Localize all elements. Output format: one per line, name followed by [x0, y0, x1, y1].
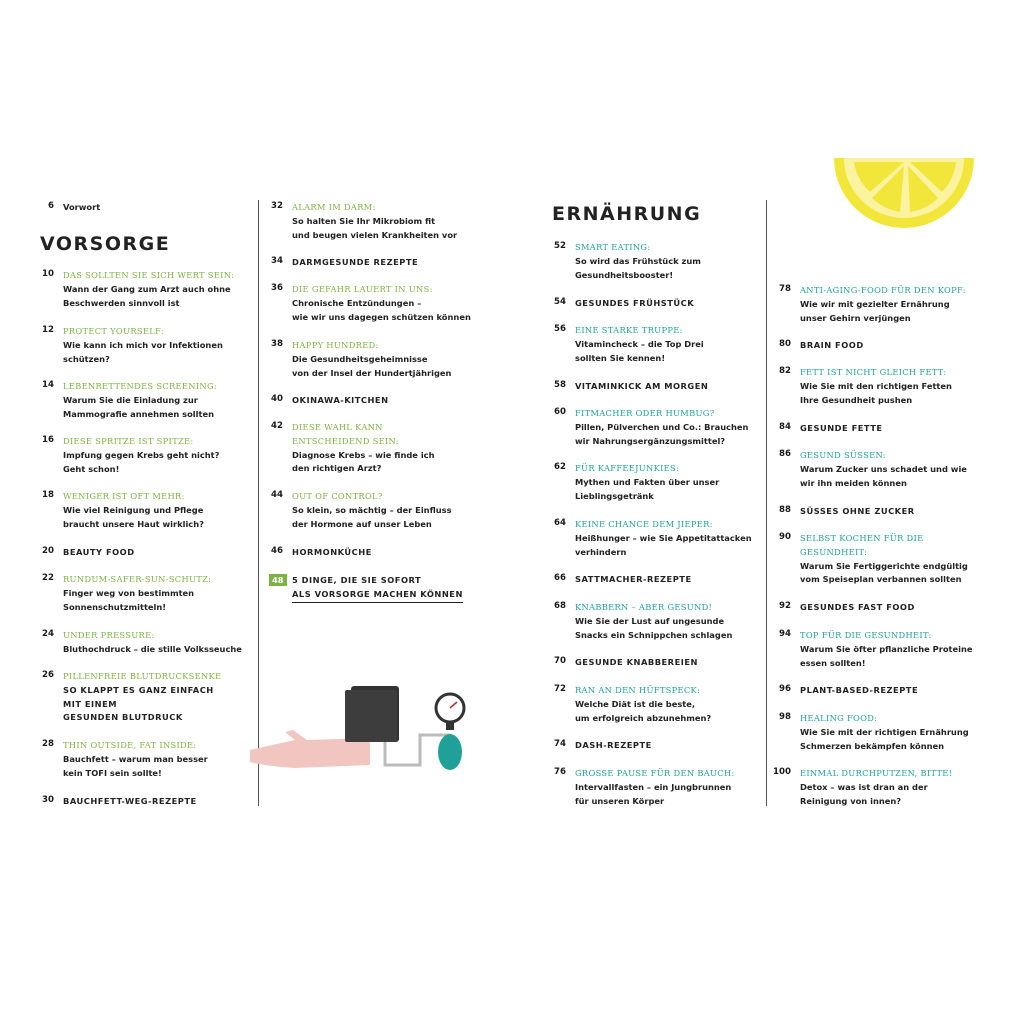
page-number: 32 [271, 201, 283, 211]
section-title-ernaehrung: ERNÄHRUNG [552, 203, 702, 225]
entry-title: SATTMACHER-REZEPTE [575, 574, 692, 584]
page-number: 6 [48, 201, 54, 211]
entry-headline: GROSSE PAUSE FÜR DEN BAUCH: [575, 768, 735, 778]
page-number: 76 [554, 767, 566, 777]
page-number: 66 [554, 573, 566, 583]
page-number: 20 [42, 546, 54, 556]
entry-description: schützen? [63, 353, 110, 364]
entry-headline: HEALING FOOD: [800, 713, 878, 723]
page-number: 100 [773, 767, 791, 777]
page-number: 40 [271, 394, 283, 404]
entry-title: MIT EINEM [63, 698, 118, 709]
entry-description: Wie Sie der Lust auf ungesunde [575, 615, 725, 626]
entry-title: DARMGESUNDE REZEPTE [292, 257, 419, 267]
entry-description: wie wir uns dagegen schützen können [292, 311, 471, 322]
entry-headline: ALARM IM DARM: [292, 202, 376, 212]
entry-headline: SELBST KOCHEN FÜR DIE [800, 533, 924, 543]
entry-headline: KNABBERN – ABER GESUND! [575, 602, 713, 612]
entry-description: Sonnenschutzmitteln! [63, 601, 167, 612]
entry-title: GESUNDEN BLUTDRUCK [63, 712, 183, 723]
entry-title: VITAMINKICK AM MORGEN [575, 381, 709, 391]
entry-title: DASH-REZEPTE [575, 740, 652, 750]
entry-description: wir Nahrungsergänzungsmittel? [575, 435, 726, 446]
entry-description: Warum Sie Fertiggerichte endgültig [800, 560, 968, 571]
entry-headline: DIESE WAHL KANN [292, 422, 383, 432]
entry-title: HORMONKÜCHE [292, 547, 372, 557]
entry-title: SÜSSES OHNE ZUCKER [800, 506, 915, 516]
entry-description: Wann der Gang zum Arzt auch ohne [63, 283, 231, 294]
entry-description: So halten Sie Ihr Mikrobiom fit [292, 215, 436, 226]
entry-title: SO KLAPPT ES GANZ EINFACH [63, 684, 214, 695]
page-number: 22 [42, 573, 54, 583]
entry-description: Wie wir mit gezielter Ernährung [800, 298, 950, 309]
entry-description: Chronische Entzündungen – [292, 297, 422, 308]
entry-description: Bluthochdruck – die stille Volksseuche [63, 643, 242, 654]
entry-description: Die Gesundheitsgeheimnisse [292, 353, 428, 364]
page-number: 92 [779, 601, 791, 611]
entry-description: Schmerzen bekämpfen können [800, 740, 945, 751]
page-number: 36 [271, 283, 283, 293]
entry-description: Lieblingsgetränk [575, 490, 654, 501]
entry-headline: RAN AN DEN HÜFTSPECK: [575, 685, 701, 695]
entry-description: Impfung gegen Krebs geht nicht? [63, 449, 220, 460]
entry-description: Diagnose Krebs – wie finde ich [292, 449, 435, 460]
entry-headline: DAS SOLLTEN SIE SICH WERT SEIN: [63, 270, 235, 280]
entry-description: den richtigen Arzt? [292, 463, 382, 474]
entry-title: PLANT-BASED-REZEPTE [800, 685, 919, 695]
page-number: 90 [779, 532, 791, 542]
entry-description: sollten Sie kennen! [575, 352, 666, 363]
page-number: 24 [42, 629, 54, 639]
entry-description: Wie Sie mit der richtigen Ernährung [800, 726, 969, 737]
entry-description: Warum Sie öfter pflanzliche Proteine [800, 643, 973, 654]
page-number: 12 [42, 325, 54, 335]
page-number: 28 [42, 739, 54, 749]
entry-headline: ANTI-AGING-FOOD FÜR DEN KOPF: [800, 285, 966, 295]
entry-description: Reinigung von innen? [800, 795, 902, 806]
entry-description: Wie kann ich mich vor Infektionen [63, 339, 223, 350]
page-number: 30 [42, 795, 54, 805]
page-number: 46 [271, 546, 283, 556]
blood-pressure-illustration [245, 680, 475, 790]
page-number: 84 [779, 422, 791, 432]
entry-description: So wird das Frühstück zum [575, 255, 701, 266]
entry-description: Wie viel Reinigung und Pflege [63, 504, 204, 515]
entry-description: vom Speiseplan verbannen sollten [800, 574, 962, 585]
entry-title: BRAIN FOOD [800, 340, 864, 350]
entry-headline: UNDER PRESSURE: [63, 630, 155, 640]
page-number: 98 [779, 712, 791, 722]
entry-headline: DIESE SPRITZE IST SPITZE: [63, 436, 194, 446]
entry-description: von der Insel der Hundertjährigen [292, 367, 452, 378]
entry-title: GESUNDES FRÜHSTÜCK [575, 298, 695, 308]
page-number: 74 [554, 739, 566, 749]
entry-description: unser Gehirn verjüngen [800, 312, 911, 323]
entry-description: wir ihn meiden können [800, 477, 907, 488]
entry-description: Snacks ein Schnippchen schlagen [575, 629, 733, 640]
entry-title: GESUNDE KNABBEREIEN [575, 657, 698, 667]
entry-description: Pillen, Pülverchen und Co.: Brauchen [575, 421, 749, 432]
entry-headline: ENTSCHEIDEND SEIN: [292, 435, 399, 446]
entry-headline: FÜR KAFFEEJUNKIES: [575, 463, 680, 473]
page-number: 38 [271, 339, 283, 349]
entry-description: Warum Zucker uns schadet und wie [800, 463, 967, 474]
entry-title: GESUNDE FETTE [800, 423, 883, 433]
entry-headline: DIE GEFAHR LAUERT IN UNS: [292, 284, 433, 294]
page-number: 16 [42, 435, 54, 445]
page-number: 58 [554, 380, 566, 390]
entry-headline: GESUND SÜSSEN: [800, 450, 886, 460]
entry-headline: WENIGER IST OFT MEHR: [63, 491, 185, 501]
entry-headline: FITMACHER ODER HUMBUG? [575, 408, 715, 418]
entry-headline: THIN OUTSIDE, FAT INSIDE: [63, 740, 197, 750]
section-title-vorsorge: VORSORGE [40, 233, 171, 255]
page-number: 86 [779, 449, 791, 459]
entry-description: Beschwerden sinnvoll ist [63, 297, 180, 308]
page-number: 64 [554, 518, 566, 528]
page-number: 14 [42, 380, 54, 390]
entry-title: OKINAWA-KITCHEN [292, 395, 389, 405]
entry-headline: FETT IST NICHT GLEICH FETT: [800, 367, 947, 377]
entry-description: essen sollten! [800, 657, 866, 668]
entry-headline: GESUNDHEIT: [800, 546, 868, 557]
page-number: 72 [554, 684, 566, 694]
page-number: 18 [42, 490, 54, 500]
entry-description: Intervallfasten – ein Jungbrunnen [575, 781, 732, 792]
entry-description: Ihre Gesundheit pushen [800, 394, 913, 405]
entry-description: und beugen vielen Krankheiten vor [292, 229, 458, 240]
page-number: 10 [42, 269, 54, 279]
entry-description: braucht unsere Haut wirklich? [63, 518, 204, 529]
entry-description: kein TOFI sein sollte! [63, 767, 162, 778]
entry-headline: PROTECT YOURSELF: [63, 326, 164, 336]
entry-title: BEAUTY FOOD [63, 547, 135, 557]
entry-description: Geht schon! [63, 463, 120, 474]
entry-title: GESUNDES FAST FOOD [800, 602, 915, 612]
page-number: 80 [779, 339, 791, 349]
page-number: 56 [554, 324, 566, 334]
entry-headline: EINMAL DURCHPUTZEN, BITTE! [800, 768, 953, 778]
page-number: 60 [554, 407, 566, 417]
entry-title: BAUCHFETT-WEG-REZEPTE [63, 796, 197, 806]
entry-headline: HAPPY HUNDRED: [292, 340, 379, 350]
entry-description: Warum Sie die Einladung zur [63, 394, 198, 405]
entry-description: für unseren Körper [575, 795, 665, 806]
highlight-line-1: 5 DINGE, DIE SIE SOFORT [292, 575, 422, 585]
page-number: 88 [779, 505, 791, 515]
entry-description: um erfolgreich abzunehmen? [575, 712, 712, 723]
entry-description: So klein, so mächtig – der Einfluss [292, 504, 452, 515]
page-number: 96 [779, 684, 791, 694]
entry-headline: OUT OF CONTROL? [292, 491, 383, 501]
entry-description: Mammografie annehmen sollten [63, 408, 214, 419]
page-number: 78 [779, 284, 791, 294]
page-number: 54 [554, 297, 566, 307]
entry-description: Vitamincheck – die Top Drei [575, 338, 704, 349]
page-number: 42 [271, 421, 283, 431]
highlight-line-2: ALS VORSORGE MACHEN KÖNNEN [292, 588, 463, 603]
page-number: 68 [554, 601, 566, 611]
entry-description: Mythen und Fakten über unser [575, 476, 720, 487]
entry-description: Detox – was ist dran an der [800, 781, 928, 792]
entry-description: Welche Diät ist die beste, [575, 698, 696, 709]
page-number: 82 [779, 366, 791, 376]
entry-description: verhindern [575, 546, 627, 557]
page-number: 70 [554, 656, 566, 666]
entry-headline: PILLENFREIE BLUTDRUCKSENKE [63, 671, 222, 681]
entry-description: Finger weg von bestimmten [63, 587, 195, 598]
entry-headline: TOP FÜR DIE GESUNDHEIT: [800, 630, 932, 640]
entry-headline: RUNDUM-SAFER-SUN-SCHUTZ: [63, 574, 212, 584]
page-number: 34 [271, 256, 283, 266]
entry-description: Wie Sie mit den richtigen Fetten [800, 380, 952, 391]
entry-headline: EINE STARKE TRUPPE: [575, 325, 683, 335]
entry-label: Vorwort [63, 202, 101, 212]
page-number: 44 [271, 490, 283, 500]
entry-headline: SMART EATING: [575, 242, 651, 252]
page-number: 62 [554, 462, 566, 472]
page-number: 26 [42, 670, 54, 680]
entry-description: der Hormone auf unser Leben [292, 518, 432, 529]
page-number: 94 [779, 629, 791, 639]
lemon-slice-illustration [824, 158, 984, 258]
page-number: 52 [554, 241, 566, 251]
entry-headline: LEBENRETTENDES SCREENING: [63, 381, 217, 391]
entry-description: Gesundheitsbooster! [575, 269, 674, 280]
highlight-page-badge: 48 [269, 574, 287, 586]
entry-description: Bauchfett – warum man besser [63, 753, 208, 764]
entry-headline: KEINE CHANCE DEM JIEPER: [575, 519, 713, 529]
entry-description: Heißhunger – wie Sie Appetitattacken [575, 532, 752, 543]
